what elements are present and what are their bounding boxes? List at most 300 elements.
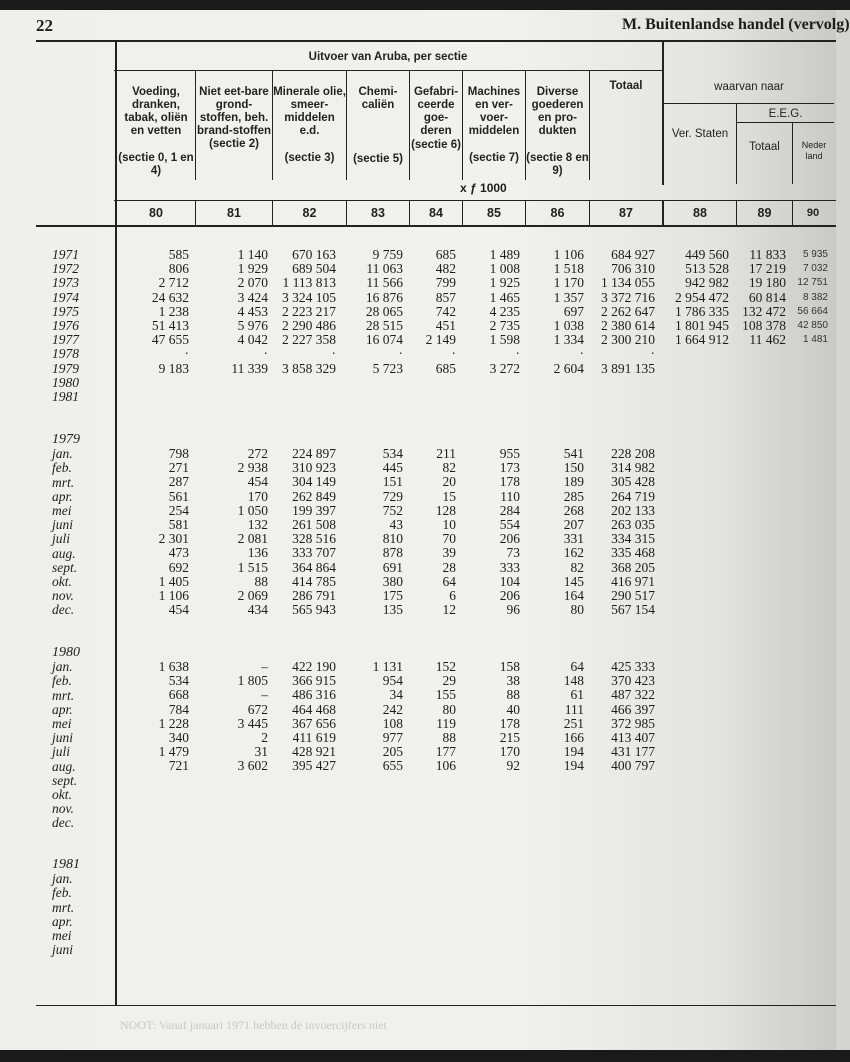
data-cell: 1 357 bbox=[553, 289, 584, 305]
data-cell: 271 bbox=[168, 460, 189, 476]
data-cell: 164 bbox=[563, 587, 584, 603]
data-cell: 798 bbox=[168, 446, 189, 461]
data-cell: 178 bbox=[499, 715, 520, 731]
data-cell: 28 065 bbox=[365, 303, 403, 319]
data-cell: 534 bbox=[382, 446, 403, 461]
data-cell: 29 bbox=[442, 673, 456, 689]
data-cell: 691 bbox=[382, 559, 403, 575]
data-cell: 11 462 bbox=[749, 332, 786, 348]
data-cell: 2 223 217 bbox=[282, 303, 336, 319]
data-cell: 806 bbox=[168, 261, 189, 277]
col-header-eeg-totaal: Totaal bbox=[749, 141, 780, 153]
data-cell: 3 858 329 bbox=[282, 360, 336, 376]
col-header-diverse bbox=[526, 86, 589, 178]
row-label: okt. bbox=[52, 573, 72, 589]
data-cell: 11 063 bbox=[366, 261, 403, 277]
data-cell: 1 664 912 bbox=[675, 332, 729, 348]
row-label: 1980 bbox=[52, 374, 79, 390]
data-cell: 685 bbox=[435, 360, 456, 376]
data-cell: 177 bbox=[435, 744, 456, 760]
data-cell: 513 528 bbox=[685, 261, 729, 277]
row-label: mei bbox=[52, 927, 72, 943]
data-cell: 96 bbox=[506, 602, 520, 618]
data-cell: 434 bbox=[247, 602, 268, 618]
data-cell: 60 814 bbox=[748, 289, 786, 305]
col-section: (sectie 0, 1 en 4) bbox=[118, 152, 194, 177]
data-cell: 166 bbox=[563, 729, 584, 745]
data-cell: 3 272 bbox=[489, 360, 520, 376]
data-cell: 286 791 bbox=[292, 587, 336, 603]
data-cell: 445 bbox=[382, 460, 403, 476]
data-cell: · bbox=[451, 346, 456, 362]
data-cell: 380 bbox=[382, 573, 403, 589]
col-header-ver-staten: Ver. Staten bbox=[671, 128, 729, 140]
row-label: feb. bbox=[52, 460, 72, 476]
data-cell: 42 850 bbox=[797, 319, 828, 331]
data-cell: 88 bbox=[254, 573, 268, 589]
data-cell: 251 bbox=[563, 715, 584, 731]
data-cell: 290 517 bbox=[611, 587, 655, 603]
col-label: Minerale olie, smeer-middelen e.d. bbox=[273, 86, 346, 137]
row-label: dec. bbox=[52, 815, 75, 831]
data-cell: 73 bbox=[506, 545, 520, 561]
data-cell: 486 316 bbox=[292, 687, 336, 703]
data-cell: 473 bbox=[168, 545, 189, 561]
col-header-machines bbox=[463, 86, 525, 165]
data-cell: 413 407 bbox=[611, 729, 655, 745]
data-cell: 672 bbox=[247, 701, 268, 717]
page-edge bbox=[836, 10, 850, 1050]
data-cell: 108 bbox=[382, 715, 403, 731]
row-label: feb. bbox=[52, 673, 72, 689]
data-cell: 31 bbox=[254, 744, 268, 760]
data-cell: 162 bbox=[563, 545, 584, 561]
data-cell: · bbox=[331, 346, 336, 362]
page-number: 22 bbox=[36, 16, 53, 35]
data-cell bbox=[565, 774, 655, 788]
data-cell: 1 925 bbox=[489, 275, 520, 291]
row-label: 1974 bbox=[52, 289, 79, 305]
data-cell bbox=[738, 362, 828, 376]
data-cell: 4 042 bbox=[237, 332, 268, 348]
top-rule bbox=[36, 40, 836, 42]
data-cell: 2 712 bbox=[158, 275, 189, 291]
data-cell: 287 bbox=[168, 474, 189, 490]
data-cell: 9 759 bbox=[372, 247, 403, 262]
data-cell: 135 bbox=[382, 602, 403, 618]
footnote: NOOT: Vanaf januari 1971 hebben de invoercijfers niet bbox=[120, 1018, 387, 1032]
data-cell: 977 bbox=[382, 729, 403, 745]
data-cell: 2 149 bbox=[425, 332, 456, 348]
row-label: 1977 bbox=[52, 332, 79, 348]
row-label: 1979 bbox=[52, 360, 79, 376]
data-cell: · bbox=[184, 346, 189, 362]
data-cell: 39 bbox=[442, 545, 456, 561]
data-cell: 110 bbox=[500, 488, 520, 504]
data-cell bbox=[99, 816, 189, 830]
data-cell: 1 134 055 bbox=[601, 275, 655, 291]
row-label: apr. bbox=[52, 701, 73, 717]
data-column bbox=[99, 447, 189, 617]
data-cell: 82 bbox=[442, 460, 456, 476]
data-cell: 136 bbox=[247, 545, 268, 561]
row-label: jan. bbox=[52, 871, 73, 887]
col-header-totaal: Totaal bbox=[609, 80, 643, 92]
data-cell: 395 427 bbox=[292, 758, 336, 774]
data-cell: 211 bbox=[436, 446, 456, 461]
data-cell: 335 468 bbox=[611, 545, 655, 561]
data-cell: 170 bbox=[247, 488, 268, 504]
col-number: 83 bbox=[371, 206, 385, 220]
col-number: 85 bbox=[487, 206, 501, 220]
data-cell: · bbox=[579, 346, 584, 362]
data-cell: 108 378 bbox=[742, 317, 786, 333]
col-header-chemicalien bbox=[347, 86, 409, 166]
waarvan-header: waarvan naar bbox=[714, 81, 784, 93]
row-label: feb. bbox=[52, 885, 72, 901]
data-cell: 132 bbox=[247, 516, 268, 532]
data-cell: 487 322 bbox=[611, 687, 655, 703]
data-cell: 366 915 bbox=[292, 673, 336, 689]
data-cell: 194 bbox=[563, 744, 584, 760]
row-label: jan. bbox=[52, 446, 73, 462]
data-cell: 752 bbox=[382, 502, 403, 518]
super-header-rule bbox=[114, 70, 662, 71]
data-cell: – bbox=[261, 659, 268, 674]
data-cell: 4 453 bbox=[237, 303, 268, 319]
bottom-rule bbox=[36, 1005, 836, 1006]
col-section: (sectie 6) bbox=[411, 139, 461, 151]
data-cell: 565 943 bbox=[292, 602, 336, 618]
data-cell: 34 bbox=[389, 687, 403, 703]
data-cell: 224 897 bbox=[292, 446, 336, 461]
data-cell: 585 bbox=[168, 247, 189, 262]
data-cell bbox=[565, 802, 655, 816]
data-cell: 2 290 486 bbox=[282, 317, 336, 333]
data-cell: 1 008 bbox=[489, 261, 520, 277]
data-cell: 857 bbox=[435, 289, 456, 305]
data-cell: 205 bbox=[382, 744, 403, 760]
data-cell: 2 262 647 bbox=[601, 303, 655, 319]
data-cell: 668 bbox=[168, 687, 189, 703]
data-cell: 56 664 bbox=[797, 305, 828, 317]
data-cell: 261 508 bbox=[292, 516, 336, 532]
row-label: 1972 bbox=[52, 261, 79, 277]
data-cell: – bbox=[261, 687, 268, 703]
data-cell: 263 035 bbox=[611, 516, 655, 532]
col-label: Chemi-caliën bbox=[358, 86, 398, 111]
data-cell: 2 604 bbox=[553, 360, 584, 376]
data-cell: 3 372 716 bbox=[601, 289, 655, 305]
eeg-rule bbox=[736, 122, 834, 123]
data-cell: 314 982 bbox=[611, 460, 655, 476]
data-cell: 422 190 bbox=[292, 659, 336, 674]
row-label: 1978 bbox=[52, 346, 79, 362]
col-label: Gefabri-ceerde goe-deren bbox=[413, 86, 459, 137]
running-head: M. Buitenlandse handel (vervolg) bbox=[622, 16, 850, 33]
data-cell: 150 bbox=[563, 460, 584, 476]
data-cell: 104 bbox=[499, 573, 520, 589]
data-cell: 742 bbox=[435, 303, 456, 319]
col-number: 86 bbox=[550, 206, 565, 220]
data-cell: 11 566 bbox=[366, 275, 403, 291]
data-cell: 1 465 bbox=[489, 289, 520, 305]
row-label: juli bbox=[52, 531, 71, 547]
row-label: juni bbox=[52, 517, 74, 533]
data-cell: 684 927 bbox=[611, 247, 655, 262]
row-label: 1976 bbox=[52, 317, 79, 333]
data-cell: 2 954 472 bbox=[675, 289, 729, 305]
data-cell: 1 106 bbox=[553, 247, 584, 262]
data-cell: 2 069 bbox=[237, 587, 268, 603]
row-label: nov. bbox=[52, 801, 74, 817]
data-cell: 942 982 bbox=[685, 275, 729, 291]
data-cell: 254 bbox=[168, 502, 189, 518]
data-cell: 692 bbox=[168, 559, 189, 575]
data-cell: 173 bbox=[499, 460, 520, 476]
data-cell: 784 bbox=[168, 701, 189, 717]
data-cell: 228 208 bbox=[611, 446, 655, 461]
unit-label: x ƒ 1000 bbox=[460, 181, 507, 195]
row-label: juli bbox=[52, 744, 71, 760]
data-cell: 799 bbox=[435, 275, 456, 291]
data-cell: 1 805 bbox=[237, 673, 268, 689]
data-cell: 11 339 bbox=[231, 360, 268, 376]
data-cell: 729 bbox=[382, 488, 403, 504]
row-label: juni bbox=[52, 942, 74, 958]
row-label: jan. bbox=[52, 659, 73, 675]
data-cell: 7 032 bbox=[802, 263, 828, 275]
year-label: 1979 bbox=[52, 432, 80, 447]
row-label: nov. bbox=[52, 588, 74, 604]
data-cell: 47 655 bbox=[151, 332, 189, 348]
data-cell: 534 bbox=[168, 673, 189, 689]
data-cell: 1 929 bbox=[237, 261, 268, 277]
data-cell: 10 bbox=[442, 516, 456, 532]
data-cell: 541 bbox=[563, 446, 584, 461]
data-cell: 955 bbox=[499, 446, 520, 461]
data-cell: 15 bbox=[442, 488, 456, 504]
data-cell: 88 bbox=[506, 687, 520, 703]
data-cell: 38 bbox=[506, 673, 520, 689]
data-cell: 61 bbox=[570, 687, 584, 703]
row-label: okt. bbox=[52, 786, 72, 802]
data-cell: 70 bbox=[442, 531, 456, 547]
data-cell: 2 081 bbox=[237, 531, 268, 547]
data-column bbox=[565, 447, 655, 617]
data-cell: 2 735 bbox=[489, 317, 520, 333]
data-cell: 878 bbox=[382, 545, 403, 561]
data-cell: 340 bbox=[168, 729, 189, 745]
col-number: 84 bbox=[429, 206, 443, 220]
data-cell: 8 382 bbox=[802, 291, 828, 303]
data-cell: 175 bbox=[382, 587, 403, 603]
data-cell: 706 310 bbox=[611, 261, 655, 277]
data-cell: 370 423 bbox=[611, 673, 655, 689]
data-cell: 1 170 bbox=[553, 275, 584, 291]
col-label: Niet eet-bare grond-stoffen, beh. brand-stoffen bbox=[196, 86, 272, 137]
row-label: apr. bbox=[52, 488, 73, 504]
col-divider bbox=[792, 122, 793, 184]
data-cell: 425 333 bbox=[611, 659, 655, 674]
data-cell: 16 876 bbox=[365, 289, 403, 305]
data-cell: 305 428 bbox=[611, 474, 655, 490]
data-cell: 106 bbox=[435, 758, 456, 774]
col-number: 82 bbox=[302, 206, 317, 220]
data-cell: 1 481 bbox=[802, 334, 828, 346]
col-section: (sectie 7) bbox=[469, 152, 519, 164]
data-cell: 449 560 bbox=[685, 247, 729, 262]
row-label: 1971 bbox=[52, 247, 79, 262]
data-cell bbox=[99, 774, 189, 788]
data-cell: 1 801 945 bbox=[675, 317, 729, 333]
data-cell: 431 177 bbox=[611, 744, 655, 760]
data-cell: · bbox=[515, 346, 520, 362]
data-cell bbox=[738, 347, 828, 361]
data-cell: 400 797 bbox=[611, 758, 655, 774]
data-cell: · bbox=[398, 346, 403, 362]
data-cell: 372 985 bbox=[611, 715, 655, 731]
data-cell: 1 518 bbox=[553, 261, 584, 277]
data-cell: 189 bbox=[563, 474, 584, 490]
row-label: sept. bbox=[52, 772, 78, 788]
data-cell: 20 bbox=[442, 474, 456, 490]
data-cell bbox=[565, 788, 655, 802]
data-cell: 554 bbox=[499, 516, 520, 532]
data-cell: 331 bbox=[563, 531, 584, 547]
data-cell: 64 bbox=[570, 659, 584, 674]
data-cell: 3 891 135 bbox=[601, 360, 655, 376]
data-cell: 207 bbox=[563, 516, 584, 532]
data-cell: 1 113 813 bbox=[282, 275, 336, 291]
col-label: Voeding, dranken, tabak, oliën en vetten bbox=[124, 86, 188, 137]
year-label: 1980 bbox=[52, 645, 80, 660]
col-label: Diverse goederen en pro-dukten bbox=[531, 86, 584, 137]
data-cell: 328 516 bbox=[292, 531, 336, 547]
data-column bbox=[738, 248, 828, 404]
data-cell: 5 935 bbox=[802, 249, 828, 260]
row-label: dec. bbox=[52, 602, 75, 618]
data-cell: 2 938 bbox=[237, 460, 268, 476]
data-cell: 581 bbox=[168, 516, 189, 532]
data-cell: 64 bbox=[442, 573, 456, 589]
data-cell: 3 324 105 bbox=[282, 289, 336, 305]
data-cell: 416 971 bbox=[611, 573, 655, 589]
waarvan-rule bbox=[662, 103, 834, 104]
data-cell: 2 bbox=[261, 729, 268, 745]
data-cell: 262 849 bbox=[292, 488, 336, 504]
data-cell: 464 468 bbox=[292, 701, 336, 717]
data-cell: 92 bbox=[506, 758, 520, 774]
data-cell bbox=[99, 376, 189, 390]
data-cell: 364 864 bbox=[292, 559, 336, 575]
col-header-voeding bbox=[118, 86, 194, 178]
data-cell: 145 bbox=[563, 573, 584, 589]
data-cell: 82 bbox=[570, 559, 584, 575]
data-cell: 1 515 bbox=[237, 559, 268, 575]
col-header-gefabriceerde bbox=[410, 86, 462, 152]
data-cell bbox=[738, 390, 828, 404]
col-label: Machines en ver-voer-middelen bbox=[467, 86, 521, 137]
data-cell: 178 bbox=[499, 474, 520, 490]
data-cell: 80 bbox=[570, 602, 584, 618]
data-cell: 482 bbox=[435, 261, 456, 277]
data-cell: 454 bbox=[247, 474, 268, 490]
data-cell: 1 489 bbox=[489, 247, 520, 262]
data-cell: 1 479 bbox=[158, 744, 189, 760]
header-bottom-rule bbox=[36, 225, 836, 227]
data-cell: 24 632 bbox=[151, 289, 189, 305]
data-cell: 40 bbox=[506, 701, 520, 717]
data-cell bbox=[99, 802, 189, 816]
data-column bbox=[99, 248, 189, 404]
data-cell: 12 bbox=[442, 602, 456, 618]
row-label: 1975 bbox=[52, 303, 79, 319]
data-cell bbox=[99, 788, 189, 802]
data-cell: 2 300 210 bbox=[601, 332, 655, 348]
row-label: mrt. bbox=[52, 474, 75, 490]
data-cell: 1 238 bbox=[158, 303, 189, 319]
data-cell: 28 bbox=[442, 559, 456, 575]
data-cell: 2 070 bbox=[237, 275, 268, 291]
row-label: aug. bbox=[52, 545, 76, 561]
data-cell: 242 bbox=[382, 701, 403, 717]
eeg-header: E.E.G. bbox=[768, 108, 803, 120]
data-cell: 6 bbox=[449, 587, 456, 603]
data-cell: 80 bbox=[442, 701, 456, 717]
col-number: 80 bbox=[149, 206, 163, 220]
data-cell: 2 227 358 bbox=[282, 332, 336, 348]
data-cell: 264 719 bbox=[611, 488, 655, 504]
year-label: 1981 bbox=[52, 857, 80, 872]
data-cell: 19 180 bbox=[748, 275, 786, 291]
data-cell: 2 301 bbox=[158, 531, 189, 547]
data-cell: 428 921 bbox=[292, 744, 336, 760]
data-cell: 333 707 bbox=[292, 545, 336, 561]
row-label: mei bbox=[52, 715, 72, 731]
col-number: 90 bbox=[806, 207, 820, 219]
data-cell: 3 445 bbox=[237, 715, 268, 731]
data-cell: 368 205 bbox=[611, 559, 655, 575]
data-cell: 721 bbox=[168, 758, 189, 774]
data-cell: 268 bbox=[563, 502, 584, 518]
data-cell: 561 bbox=[168, 488, 189, 504]
data-cell: 655 bbox=[382, 758, 403, 774]
data-cell: · bbox=[263, 346, 268, 362]
data-cell: 334 315 bbox=[611, 531, 655, 547]
data-cell: 1 638 bbox=[158, 659, 189, 674]
data-column bbox=[99, 660, 189, 830]
col-number: 88 bbox=[693, 206, 707, 220]
data-cell: 206 bbox=[499, 587, 520, 603]
data-cell: 43 bbox=[389, 516, 403, 532]
data-cell: 697 bbox=[563, 303, 584, 319]
col-section: (sectie 8 en 9) bbox=[526, 152, 589, 177]
data-cell: 158 bbox=[499, 659, 520, 674]
data-cell: 1 334 bbox=[553, 332, 584, 348]
col-section: (sectie 3) bbox=[284, 152, 335, 164]
data-cell: 411 619 bbox=[292, 729, 336, 745]
labels-1981 bbox=[52, 858, 112, 957]
data-cell bbox=[738, 376, 828, 390]
data-cell: 1 786 335 bbox=[675, 303, 729, 319]
data-cell: 454 bbox=[168, 602, 189, 618]
data-cell: 88 bbox=[442, 729, 456, 745]
col-number: 87 bbox=[619, 206, 633, 220]
data-cell: 414 785 bbox=[292, 573, 336, 589]
col-section: (sectie 5) bbox=[353, 153, 403, 165]
data-cell: 215 bbox=[499, 729, 520, 745]
